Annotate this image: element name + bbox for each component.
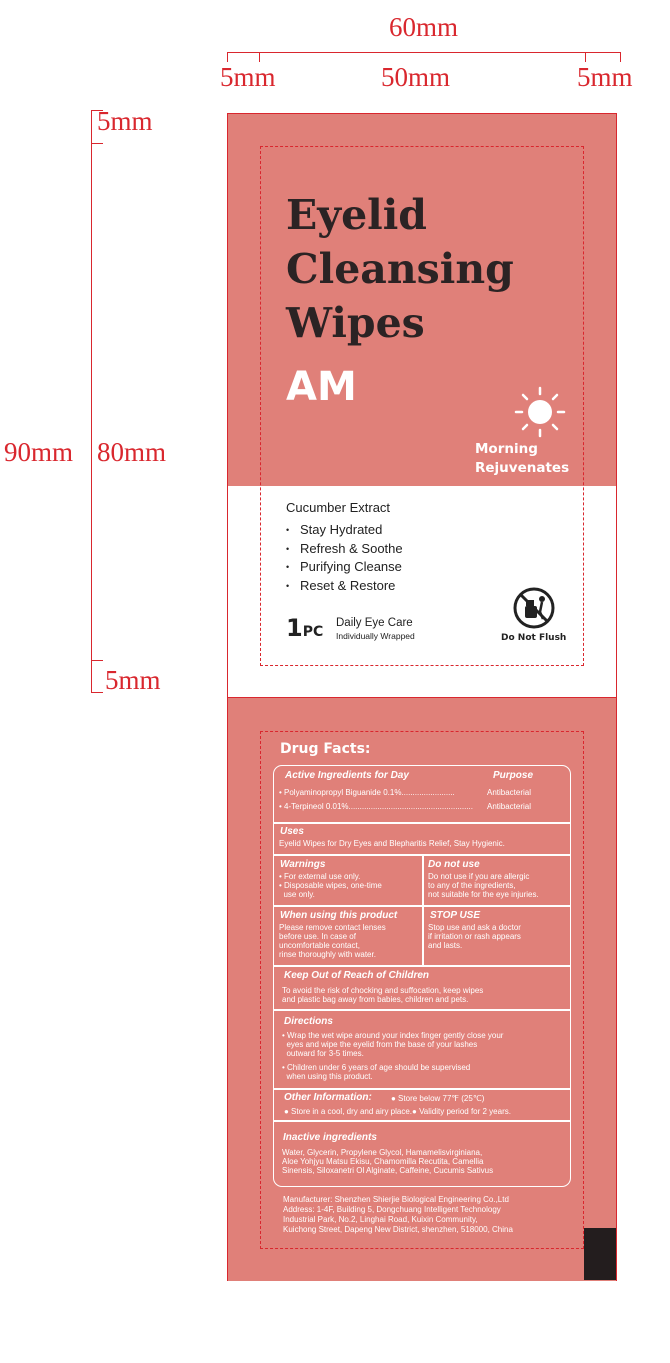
no-flush-label: Do Not Flush — [501, 633, 567, 643]
uses-text: Eyelid Wipes for Dry Eyes and Blepharitis Relief, Stay Hygienic. — [279, 839, 505, 848]
dim-inner-height: 80mm — [97, 437, 167, 467]
care-text — [336, 617, 415, 643]
directions-line: • Children under 6 years of age should be supervised — [282, 1063, 471, 1072]
purpose-header: Purpose — [493, 770, 534, 781]
piece-count — [286, 614, 323, 642]
manufacturer-line: Manufacturer: Shenzhen Shierjie Biological Engineering Co.,Ltd — [283, 1195, 509, 1204]
dim-htick-2 — [91, 143, 103, 144]
feature-item: • Reset & Restore — [286, 577, 403, 596]
ingredient-name: • 4-Terpineol 0.01%........................................................ — [279, 802, 473, 811]
extract-label: Cucumber Extract — [286, 500, 391, 515]
dim-total-width: 60mm — [389, 12, 459, 42]
when-using-line: rinse thoroughly with water. — [279, 950, 376, 959]
dim-line-left — [91, 110, 92, 693]
dim-right-margin: 5mm — [577, 62, 633, 92]
other-info-line: ● Store below 77℉ (25℃) — [391, 1094, 485, 1103]
keep-out-line: To avoid the risk of chocking and suffocation, keep wipes — [282, 986, 484, 995]
active-ingredients-header: Active Ingredients for Day — [285, 770, 409, 781]
dim-bottom-margin: 5mm — [105, 665, 161, 695]
divider — [273, 965, 571, 967]
dim-tick-4 — [620, 52, 621, 62]
warnings-line: • For external use only. — [279, 872, 361, 881]
keep-out-line: and plastic bag away from babies, children and pets. — [282, 995, 469, 1004]
when-using-header: When using this product — [280, 910, 398, 921]
other-info-header: Other Information: — [284, 1092, 372, 1103]
divider — [273, 822, 571, 824]
stop-use-header: STOP USE — [430, 910, 481, 921]
count-unit: PC — [302, 624, 324, 640]
inactive-header: Inactive ingredients — [283, 1132, 377, 1143]
feature-item: • Purifying Cleanse — [286, 558, 403, 577]
divider — [422, 854, 424, 965]
do-not-use-line: Do not use if you are allergic — [428, 872, 530, 881]
dim-top-margin: 5mm — [97, 106, 153, 136]
do-not-use-line: not suitable for the eye injuries. — [428, 890, 539, 899]
tagline-line-1: Morning — [475, 441, 538, 457]
manufacturer-line: Industrial Park, No.2, Linghai Road, Kuixin Community, — [283, 1215, 478, 1224]
feature-list — [286, 521, 403, 595]
divider — [273, 1120, 571, 1122]
manufacturer-line: Address: 1-4F, Building 5, Dongchuang Intelligent Technology — [283, 1205, 501, 1214]
do-not-use-header: Do not use — [428, 859, 480, 870]
inactive-line: Aloe Yohjyu Matsu Ekisu, Chamomilla Recutita, Camellia — [282, 1157, 484, 1166]
when-using-line: Please remove contact lenses — [279, 923, 386, 932]
directions-line: when using this product. — [282, 1072, 373, 1081]
ingredient-name: • Polyaminopropyl Biguanide 0.1%........................ — [279, 788, 455, 797]
when-using-line: uncomfortable contact, — [279, 941, 360, 950]
when-using-line: before use. In case of — [279, 932, 356, 941]
warnings-header: Warnings — [280, 859, 326, 870]
dim-inner-width: 50mm — [381, 62, 451, 92]
keep-out-header: Keep Out of Reach of Children — [284, 970, 430, 981]
tagline — [475, 440, 569, 478]
title-line-2: Cleansing — [286, 245, 514, 293]
inactive-line: Water, Glycerin, Propylene Glycol, Hamamelisvirginiana, — [282, 1148, 483, 1157]
feature-item: • Stay Hydrated — [286, 521, 403, 540]
dim-left-margin: 5mm — [220, 62, 276, 92]
divider — [273, 1088, 571, 1090]
directions-line: outward for 3-5 times. — [282, 1049, 364, 1058]
count-number: 1 — [286, 614, 303, 642]
uses-header: Uses — [280, 826, 304, 837]
ingredient-purpose: Antibacterial — [487, 788, 532, 797]
sun-icon — [512, 384, 568, 440]
title-line-1: Eyelid — [286, 191, 427, 239]
manufacturer-line: Kuichong Street, Dapeng New District, shenzhen, 518000, China — [283, 1225, 513, 1234]
dim-htick-4 — [91, 692, 103, 693]
dim-tick-1 — [227, 52, 228, 62]
directions-header: Directions — [284, 1016, 333, 1027]
no-flush-icon — [512, 586, 556, 630]
divider — [273, 1009, 571, 1011]
drug-facts-title: Drug Facts: — [280, 741, 371, 757]
product-title — [286, 188, 514, 350]
dim-line-top — [227, 52, 621, 53]
stop-use-line: and lasts. — [428, 941, 463, 950]
feature-item: • Refresh & Soothe — [286, 540, 403, 559]
care-line-2: Individually Wrapped — [336, 631, 415, 641]
directions-line: • Wrap the wet wipe around your index finger gently close your — [282, 1031, 504, 1040]
dim-tick-2 — [259, 52, 260, 62]
ingredient-purpose: Antibacterial — [487, 802, 532, 811]
package-layout — [227, 113, 617, 1281]
directions-line: eyes and wipe the eyelid from the base of your lashes — [282, 1040, 478, 1049]
warnings-line: use only. — [279, 890, 315, 899]
title-line-3: Wipes — [286, 299, 425, 347]
tagline-line-2: Rejuvenates — [475, 460, 570, 476]
dim-tick-3 — [585, 52, 586, 62]
stop-use-line: if irritation or rash appears — [428, 932, 521, 941]
do-not-use-line: to any of the ingredients, — [428, 881, 516, 890]
stop-use-line: Stop use and ask a doctor — [428, 923, 521, 932]
inactive-line: Sinensis, Siloxanetri Ol Alginate, Caffeine, Cucumis Sativus — [282, 1166, 494, 1175]
other-info-line: ● Store in a cool, dry and airy place.● Validity period for 2 years. — [284, 1107, 511, 1116]
warnings-line: • Disposable wipes, one-time — [279, 881, 382, 890]
dim-total-height: 90mm — [4, 437, 74, 467]
care-line-1: Daily Eye Care — [336, 617, 413, 629]
variant-label: AM — [286, 364, 357, 410]
color-bar — [584, 1228, 616, 1280]
front-panel — [228, 114, 616, 486]
dim-htick-3 — [91, 660, 103, 661]
